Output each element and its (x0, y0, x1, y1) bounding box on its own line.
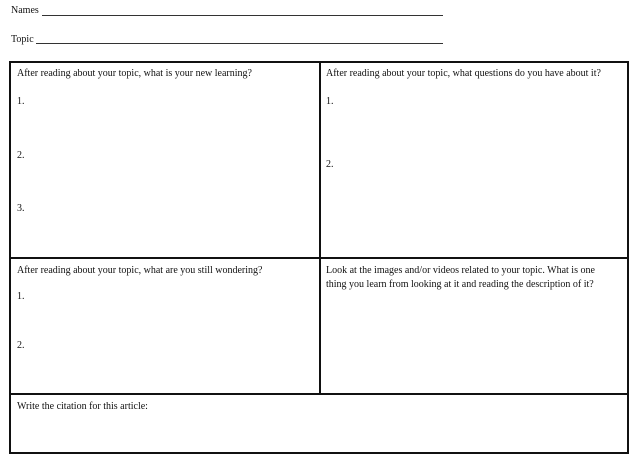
questions-item-1: 1. (326, 96, 334, 107)
images-prompt: Look at the images and/or videos related to your topic. What is one thing you learn from looking at it and reading the description of it? (326, 265, 595, 290)
wondering-item-2: 2. (17, 340, 25, 351)
row-divider-2 (11, 393, 627, 395)
names-label: Names (11, 5, 39, 16)
questions-item-2: 2. (326, 159, 334, 170)
new-learning-prompt: After reading about your topic, what is your new learning? (17, 68, 252, 79)
wondering-prompt: After reading about your topic, what are you still wondering? (17, 265, 263, 276)
new-learning-item-2: 2. (17, 150, 25, 161)
new-learning-item-1: 1. (17, 96, 25, 107)
new-learning-item-3: 3. (17, 203, 25, 214)
wondering-box[interactable] (17, 264, 312, 390)
names-line[interactable] (42, 15, 443, 16)
new-learning-box[interactable] (17, 67, 312, 255)
images-box[interactable] (326, 264, 618, 390)
topic-label: Topic (11, 34, 34, 45)
column-divider (319, 63, 321, 393)
questions-box[interactable] (326, 67, 621, 255)
wondering-item-1: 1. (17, 291, 25, 302)
topic-line[interactable] (36, 43, 443, 44)
citation-box[interactable] (17, 400, 617, 450)
questions-prompt: After reading about your topic, what questions do you have about it? (326, 68, 601, 79)
citation-prompt: Write the citation for this article: (17, 401, 148, 412)
row-divider-1 (11, 257, 627, 259)
worksheet-grid (9, 61, 629, 454)
